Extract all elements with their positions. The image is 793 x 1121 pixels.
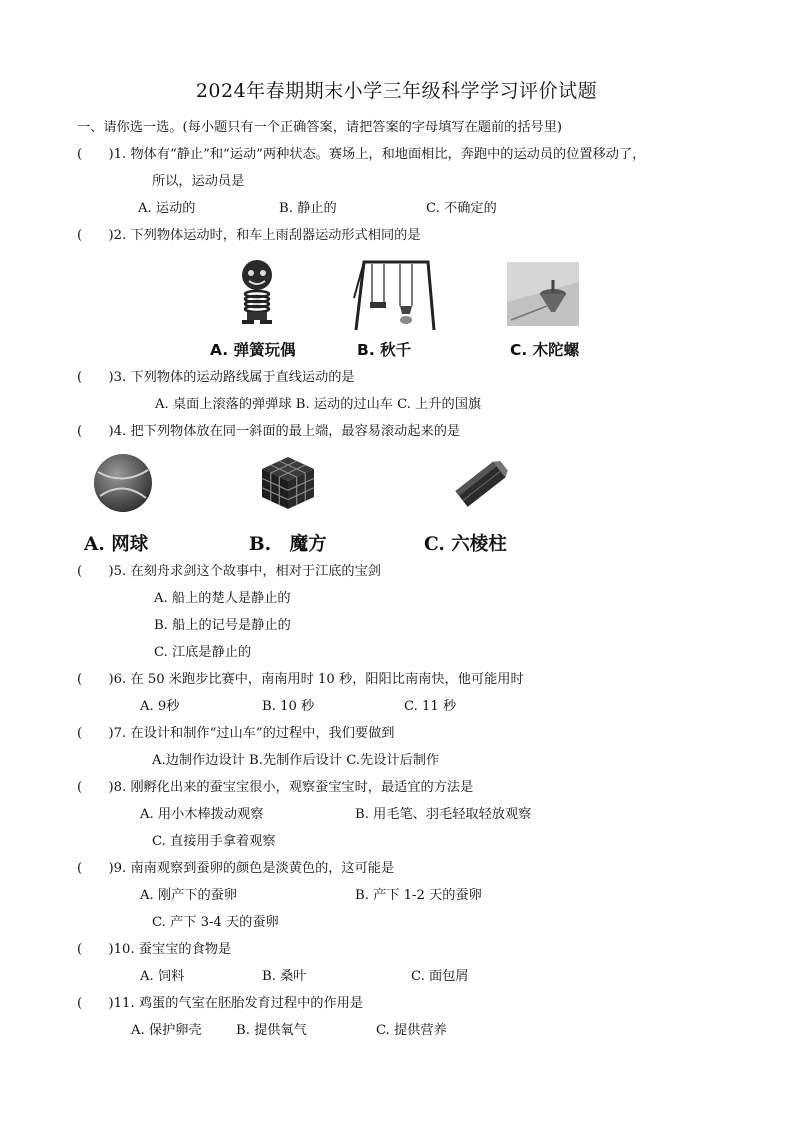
- question-9-option-a: A. 刚产下的蚕卵: [140, 888, 238, 903]
- question-6-stem: ( )6. 在 50 米跑步比赛中，南南用时 10 秒，阳阳比南南快，他可能用时: [77, 672, 524, 687]
- question-2-stem: ( )2. 下列物体运动时，和车上雨刮器运动形式相同的是: [77, 228, 421, 243]
- question-1-stem: ( )1. 物体有“静止”和“运动”两种状态。赛场上，和地面相比，奔跑中的运动员的位置移动了，: [77, 147, 646, 162]
- question-1-option-a: A. 运动的: [138, 201, 196, 216]
- question-8-option-c: C. 直接用手拿着观察: [152, 834, 276, 849]
- question-8-option-a: A. 用小木棒拨动观察: [140, 807, 264, 822]
- hexagonal-prism-image: [452, 455, 512, 511]
- section-heading: 一、请你选一选。(每小题只有一个正确答案，请把答案的字母填写在题前的括号里): [77, 120, 563, 135]
- tennis-ball-image: [92, 452, 154, 514]
- swing-image: [348, 258, 440, 332]
- question-6-option-c: C. 11 秒: [404, 699, 457, 714]
- question-10-stem: ( )10. 蚕宝宝的食物是: [77, 942, 232, 957]
- question-11-option-c: C. 提供营养: [376, 1023, 447, 1038]
- question-11-option-a: A. 保护卵壳: [131, 1023, 202, 1038]
- question-5-option-b: B. 船上的记号是静止的: [154, 618, 291, 633]
- question-4-caption-a: A. 网球: [84, 534, 149, 555]
- question-7-options: A.边制作边设计 B.先制作后设计 C.先设计后制作: [152, 753, 440, 768]
- question-3-options: A. 桌面上滚落的弹弹球 B. 运动的过山车 C. 上升的国旗: [155, 397, 482, 412]
- question-4-stem: ( )4. 把下列物体放在同一斜面的最上端，最容易滚动起来的是: [77, 424, 461, 439]
- question-2-caption-a: A. 弹簧玩偶: [210, 341, 296, 359]
- question-9-option-c: C. 产下 3-4 天的蚕卵: [152, 915, 279, 930]
- question-3-stem: ( )3. 下列物体的运动路线属于直线运动的是: [77, 370, 355, 385]
- question-2-caption-b: B. 秋千: [357, 341, 412, 359]
- question-7-stem: ( )7. 在设计和制作“过山车”的过程中，我们要做到: [77, 726, 395, 741]
- question-5-stem: ( )5. 在刻舟求剑这个故事中，相对于江底的宝剑: [77, 564, 381, 579]
- question-11-stem: ( )11. 鸡蛋的气室在胚胎发育过程中的作用是: [77, 996, 364, 1011]
- spinning-top-image: [507, 262, 579, 326]
- question-1-option-c: C. 不确定的: [426, 201, 497, 216]
- question-8-option-b: B. 用毛笔、羽毛轻取轻放观察: [355, 807, 532, 822]
- question-9-option-b: B. 产下 1-2 天的蚕卵: [355, 888, 482, 903]
- question-5-option-a: A. 船上的楚人是静止的: [154, 591, 291, 606]
- question-10-option-b: B. 桑叶: [262, 969, 307, 984]
- question-6-option-b: B. 10 秒: [262, 699, 315, 714]
- page-title: 2024年春期期末小学三年级科学学习评价试题: [195, 80, 598, 102]
- question-1-stem-cont: 所以，运动员是: [152, 174, 245, 189]
- question-2-caption-c: C. 木陀螺: [510, 341, 580, 359]
- question-10-option-a: A. 饲料: [140, 969, 185, 984]
- question-1-option-b: B. 静止的: [279, 201, 337, 216]
- rubiks-cube-image: [260, 455, 316, 511]
- question-8-stem: ( )8. 刚孵化出来的蚕宝宝很小，观察蚕宝宝时，最适宜的方法是: [77, 780, 474, 795]
- question-4-caption-c: C. 六棱柱: [424, 534, 507, 555]
- spring-toy-image: [222, 258, 294, 328]
- question-9-stem: ( )9. 南南观察到蚕卵的颜色是淡黄色的，这可能是: [77, 861, 395, 876]
- question-11-option-b: B. 提供氧气: [236, 1023, 307, 1038]
- question-10-option-c: C. 面包屑: [411, 969, 469, 984]
- question-5-option-c: C. 江底是静止的: [154, 645, 252, 660]
- question-4-caption-b: B. 魔方: [249, 534, 327, 555]
- question-6-option-a: A. 9秒: [140, 699, 180, 714]
